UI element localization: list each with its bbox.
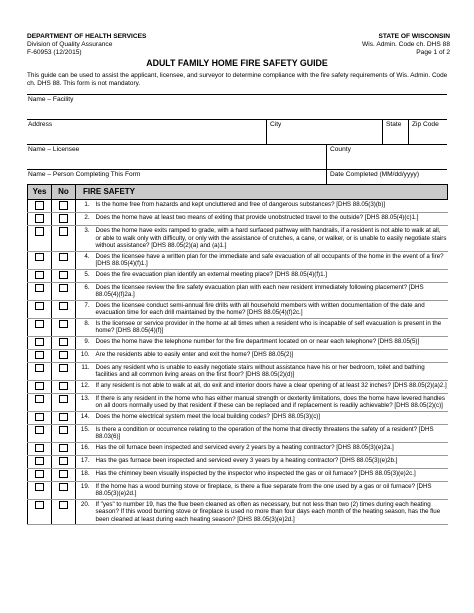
question-number: 17. [76,455,94,468]
yes-cell [28,499,52,525]
question-text: Is there a condition or occurrence relating to the operation of the home that directly threatens the safety of a resident? [DHS 88.03(6)] [94,424,448,442]
question-number: 2. [76,213,94,226]
city-label: City [270,121,282,128]
question-text: Does the home have at least two means of exiting that provide unobstructed travel to the outside? [DHS 88.05(4)(c)1.] [94,213,448,226]
question-text: Are the residents able to easily enter and exit the home? [DHS 88.05(2)] [94,349,448,362]
yes-checkbox[interactable] [35,426,44,435]
yes-cell [28,213,52,226]
question-number: 10. [76,349,94,362]
no-cell [52,393,76,411]
no-cell [52,200,76,213]
yes-checkbox[interactable] [35,444,44,453]
question-row [28,269,448,282]
county-label: County [330,146,351,153]
no-checkbox[interactable] [59,395,68,404]
guide-text: This guide can be used to assist the applicant, licensee, and surveyor to determine compliance with the fire safety requirements of Wis. Admin. Code ch. DHS 88. This form is not mandatory. [27,72,448,88]
question-row [28,455,448,468]
no-checkbox[interactable] [59,382,68,391]
question-number: 14. [76,411,94,424]
question-text: Does the home have exits ramped to grade, with a hard surfaced pathway with handrails, if a resident is not able to walk at all, or able to walk only with difficulty, or only with the assistance of crutches, a cane, or walker, or is unable to easily negotiate stairs without assistance? [DHS 88.05(2)(a) and (a)1.] [95,227,447,249]
yes-cell [28,424,52,442]
yes-checkbox[interactable] [35,457,44,466]
question-row [28,251,448,269]
licensee-row [27,145,447,170]
question-text: Does the fire evacuation plan identify an external meeting place? [DHS 88.05(4)(f)1.] [94,269,448,282]
no-checkbox[interactable] [59,426,68,435]
yes-cell [28,380,52,393]
question-row [28,362,448,380]
yes-checkbox[interactable] [35,470,44,479]
no-cell [52,226,76,252]
yes-checkbox[interactable] [35,501,44,510]
no-checkbox[interactable] [59,470,68,479]
no-cell [52,300,76,318]
questions-body [28,200,448,525]
question-text: If "yes" to number 19, has the flue been cleaned as often as necessary, but not less than two (2) times during each heating season? If this wood burning stove or fireplace is used no more than four days each month of the heating season, has the flue been cleaned at least during each heating season? [DHS 88.05(3)(e)2d.] [94,499,448,525]
yes-checkbox[interactable] [35,320,44,329]
question-number: 15. [76,424,94,442]
form-number: F-60953 (12/2015) [27,49,82,57]
yes-checkbox[interactable] [35,214,44,223]
yes-checkbox[interactable] [35,382,44,391]
yes-checkbox[interactable] [35,413,44,422]
no-checkbox[interactable] [59,338,68,347]
question-number: 7. [76,300,94,318]
yes-checkbox[interactable] [35,302,44,311]
question-number: 8. [76,318,94,336]
question-row [28,336,448,349]
question-row [28,349,448,362]
yes-checkbox[interactable] [35,227,44,236]
yes-checkbox[interactable] [35,284,44,293]
question-row [28,481,448,499]
state-label: State [386,121,402,128]
zip-code-label: Zip Code [412,121,439,128]
question-row [28,499,448,525]
table-header-row [28,185,448,200]
yes-cell [28,269,52,282]
question-row [28,200,448,213]
question-text: Is the licensee or service provider in the home at all times when a resident who is incapable of self evacuation is present in the home? [DHS 88.05(4)(f)] [94,318,448,336]
no-checkbox[interactable] [59,284,68,293]
no-cell [52,269,76,282]
no-cell [52,336,76,349]
question-number: 16. [76,442,94,455]
question-row [28,300,448,318]
question-text: If the home has a wood burning stove or fireplace, is there a flue separate from the one used by a gas or oil furnace? [DHS 88.05(3)(e)2d.] [94,481,448,499]
facility-row [27,95,447,120]
no-cell [52,411,76,424]
fire-safety-table [27,184,448,525]
question-text: If there is any resident in the home who has either manual strength or dexterity limitations, does the home have levered handles on all doors normally used by that resident if these can be replaced and if replacement is readily achievable? [DHS 88.05(2)(c)] [94,393,448,411]
question-number: 20. [76,499,94,525]
yes-column-header: Yes [28,185,52,200]
state-header [362,33,450,57]
no-checkbox[interactable] [59,302,68,311]
no-checkbox[interactable] [59,201,68,210]
page-title: ADULT FAMILY HOME FIRE SAFETY GUIDE [146,58,328,68]
no-cell [52,380,76,393]
no-checkbox[interactable] [59,351,68,360]
no-cell [52,349,76,362]
address-field[interactable] [27,120,266,144]
section-title: FIRE SAFETY [76,185,448,200]
no-cell [52,318,76,336]
no-checkbox[interactable] [59,364,68,373]
yes-cell [28,481,52,499]
no-cell [52,213,76,226]
division-name: Division of Quality Assurance [27,41,113,49]
question-row [28,213,448,226]
no-checkbox[interactable] [59,501,68,510]
yes-cell [28,226,52,252]
question-text: Does the licensee have a written plan for the immediate and safe evacuation of all occupants of the home in the event of a fire? [DHS 88.05(4)(f)1.] [94,251,448,269]
no-checkbox[interactable] [59,320,68,329]
facility-label: Name – Facility [28,96,74,103]
address-label: Address [28,121,53,128]
question-row [28,411,448,424]
yes-checkbox[interactable] [35,201,44,210]
zip-code-field[interactable] [408,120,447,144]
no-column-header: No [52,185,76,200]
question-text: Has the chimney been visually inspected by the inspector who inspected the gas or oil furnace? [DHS 88.05(3)(e)2c.] [94,468,448,481]
yes-checkbox[interactable] [35,338,44,347]
yes-cell [28,362,52,380]
yes-cell [28,200,52,213]
yes-cell [28,468,52,481]
question-number: 3. [76,226,94,252]
no-checkbox[interactable] [59,413,68,422]
completer-label: Name – Person Completing This Form [28,171,141,178]
yes-cell [28,455,52,468]
question-row [28,318,448,336]
yes-checkbox[interactable] [35,271,44,280]
question-text: Does the home electrical system meet the local building codes? [DHS 88.05(3)(c)] [94,411,448,424]
no-cell [52,499,76,525]
no-cell [52,424,76,442]
no-cell [52,481,76,499]
no-checkbox[interactable] [59,253,68,262]
yes-cell [28,336,52,349]
question-number: 1. [76,200,94,213]
question-text: Does any resident who is unable to easily negotiate stairs without assistance have his or her bedroom, toilet and bathing facilities and all common living areas on the first floor? [DHS 88.05(2)(d)] [94,362,448,380]
date-completed-label: Date Completed (MM/dd/yyyy) [330,171,420,178]
question-text: Has the oil furnace been inspected and serviced every 2 years by a heating contractor? [DHS 88.05(3)(e)2a.] [94,442,448,455]
facility-info-grid [27,94,447,195]
agency-header [27,33,146,57]
licensee-label: Name – Licensee [28,146,80,153]
question-number: 18. [76,468,94,481]
department-name: DEPARTMENT OF HEALTH SERVICES [27,33,147,40]
yes-checkbox[interactable] [35,395,44,404]
question-number: 12. [76,380,94,393]
question-number: 4. [76,251,94,269]
no-checkbox[interactable] [59,457,68,466]
no-checkbox[interactable] [59,214,68,223]
yes-cell [28,393,52,411]
no-cell [52,468,76,481]
yes-cell [28,282,52,300]
question-number: 11. [76,362,94,380]
no-checkbox[interactable] [59,444,68,453]
licensee-field[interactable] [27,145,326,169]
question-text: Is the home free from hazards and kept uncluttered and free of dangerous substances? [DHS 88.05(3)(b)] [94,200,448,213]
question-text: Does the home have the telephone number for the fire department located on or near each telephone? [DHS 88.05(5)] [94,336,448,349]
question-text: Has the gas furnace been inspected and serviced every 3 years by a heating contractor? [DHS 88.05(3)(e)2b.] [94,455,448,468]
question-row [28,226,448,252]
yes-cell [28,411,52,424]
yes-cell [28,251,52,269]
yes-cell [28,349,52,362]
yes-cell [28,300,52,318]
city-field[interactable] [266,120,382,144]
question-text: Does the licensee conduct semi-annual fire drills with all household members with written documentation of the date and evacuation time for each drill maintained by the home? [DHS 88.05(4)(f)2c.] [94,300,448,318]
question-row [28,393,448,411]
question-row [28,380,448,393]
question-row [28,282,448,300]
yes-checkbox[interactable] [35,253,44,262]
no-cell [52,442,76,455]
no-checkbox[interactable] [59,483,68,492]
yes-cell [28,442,52,455]
question-row [28,468,448,481]
no-cell [52,282,76,300]
code-reference: Wis. Admin. Code ch. DHS 88 [362,41,450,49]
no-checkbox[interactable] [59,271,68,280]
question-text: If any resident is not able to walk at all, do exit and interior doors have a clear opening of at least 32 inches? [DHS 88.05(2)(a)2.] [94,380,448,393]
state-name: STATE OF WISCONSIN [378,33,450,40]
facility-field[interactable] [27,95,447,119]
question-row [28,442,448,455]
question-number: 19. [76,481,94,499]
state-field[interactable] [382,120,408,144]
no-cell [52,251,76,269]
yes-checkbox[interactable] [35,351,44,360]
question-row [28,424,448,442]
question-text: Does the licensee review the fire safety evacuation plan with each new resident immediately following placement? [DHS 88.05(4)(f)2a.] [94,282,448,300]
page-number: Page 1 of 2 [416,49,450,57]
question-number: 9. [76,336,94,349]
yes-cell [28,318,52,336]
no-cell [52,362,76,380]
address-row [27,120,447,145]
question-number: 13. [76,393,94,411]
yes-checkbox[interactable] [35,364,44,373]
no-checkbox[interactable] [59,227,68,236]
question-number: 6. [76,282,94,300]
county-field[interactable] [326,145,447,169]
yes-checkbox[interactable] [35,483,44,492]
no-cell [52,455,76,468]
question-number: 5. [76,269,94,282]
